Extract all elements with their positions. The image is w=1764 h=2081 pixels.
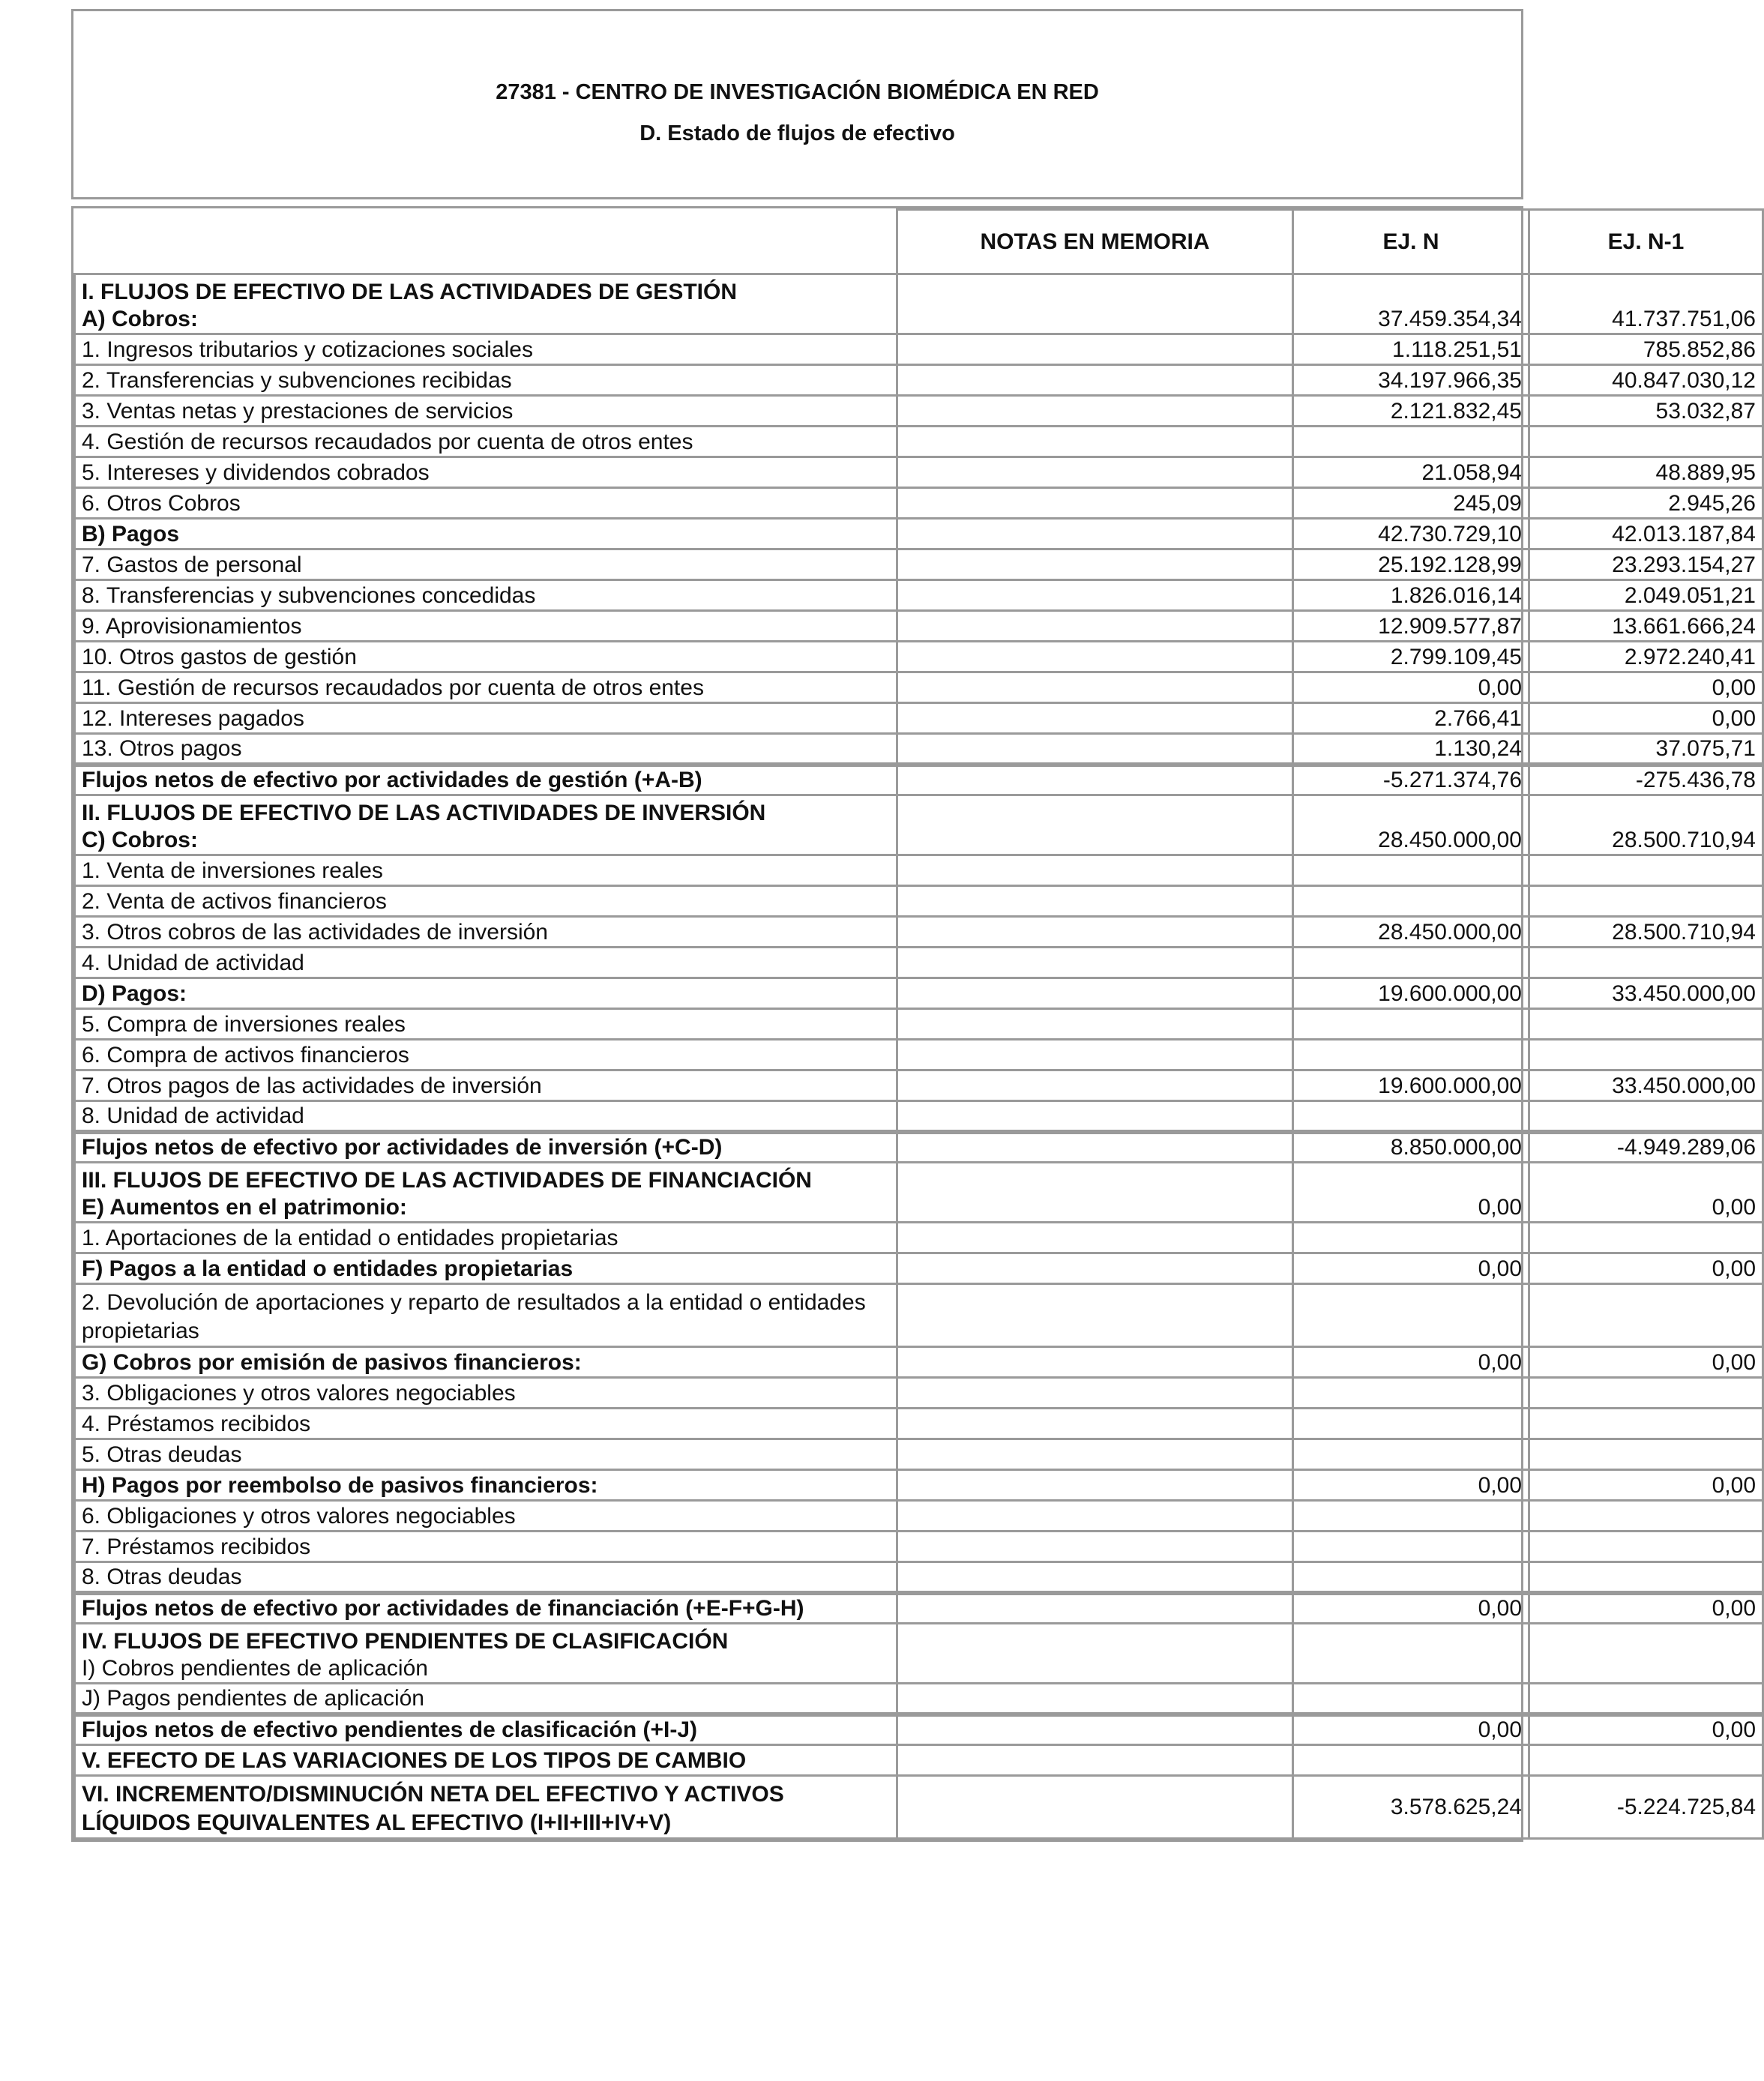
notes-cell	[897, 1284, 1293, 1347]
row-label: D) Pagos:	[75, 978, 897, 1009]
notes-cell	[897, 1501, 1293, 1532]
section-heading: III. FLUJOS DE EFECTIVO DE LAS ACTIVIDADES DE FINANCIACIÓN	[82, 1168, 812, 1193]
table-row	[75, 1378, 1763, 1409]
notes-cell	[897, 703, 1293, 734]
ej-n1-value: 0,00	[1529, 1347, 1763, 1378]
row-label: J) Pagos pendientes de aplicación	[75, 1684, 897, 1714]
section-heading: I. FLUJOS DE EFECTIVO DE LAS ACTIVIDADES DE GESTIÓN	[82, 280, 737, 304]
row-label: 8. Unidad de actividad	[75, 1101, 897, 1132]
row-label: 1. Venta de inversiones reales	[75, 855, 897, 886]
row-label: 2. Transferencias y subvenciones recibidas	[75, 365, 897, 396]
ej-n1-value: -5.224.725,84	[1529, 1776, 1763, 1839]
notes-cell	[897, 1378, 1293, 1409]
table-row	[75, 1501, 1763, 1532]
row-label	[75, 1163, 897, 1223]
notes-cell	[897, 1624, 1293, 1684]
row-label: 5. Compra de inversiones reales	[75, 1009, 897, 1040]
row-label: 9. Aprovisionamientos	[75, 611, 897, 642]
row-label: 7. Préstamos recibidos	[75, 1532, 897, 1562]
ej-n-value	[1293, 1624, 1529, 1684]
table-row	[75, 1745, 1763, 1776]
header-label-cell	[75, 210, 897, 274]
table-row	[75, 274, 1763, 334]
row-label: 2. Devolución de aportaciones y reparto de resultados a la entidad o entidades propietarias	[75, 1284, 897, 1347]
ej-n-value: 3.578.625,24	[1293, 1776, 1529, 1839]
ej-n-value: 12.909.577,87	[1293, 611, 1529, 642]
ej-n1-value	[1529, 1378, 1763, 1409]
row-label: 4. Unidad de actividad	[75, 948, 897, 978]
notes-cell	[897, 917, 1293, 948]
ej-n1-value	[1529, 855, 1763, 886]
table-row	[75, 334, 1763, 365]
table-row	[75, 642, 1763, 672]
ej-n1-value: 0,00	[1529, 1593, 1763, 1624]
table-row	[75, 672, 1763, 703]
ej-n1-value: 0,00	[1529, 703, 1763, 734]
ej-n-value: 0,00	[1293, 1347, 1529, 1378]
table-row	[75, 734, 1763, 765]
notes-cell	[897, 1714, 1293, 1745]
ej-n1-value	[1529, 1532, 1763, 1562]
notes-cell	[897, 855, 1293, 886]
notes-cell	[897, 978, 1293, 1009]
row-label: 4. Préstamos recibidos	[75, 1409, 897, 1439]
notes-cell	[897, 1439, 1293, 1470]
cash-flow-table	[73, 208, 1764, 1840]
row-label: 12. Intereses pagados	[75, 703, 897, 734]
notes-cell	[897, 1132, 1293, 1163]
row-label: 7. Gastos de personal	[75, 549, 897, 580]
notes-cell	[897, 1040, 1293, 1070]
ej-n-value: 8.850.000,00	[1293, 1132, 1529, 1163]
row-label: VI. INCREMENTO/DISMINUCIÓN NETA DEL EFECTIVO Y ACTIVOS LÍQUIDOS EQUIVALENTES AL EFECTIVO (I+II+III+IV+V)	[75, 1776, 897, 1839]
notes-cell	[897, 365, 1293, 396]
ej-n1-value: 785.852,86	[1529, 334, 1763, 365]
ej-n-value: 0,00	[1293, 1253, 1529, 1284]
table-row	[75, 1040, 1763, 1070]
table-row	[75, 765, 1763, 795]
table-row	[75, 580, 1763, 611]
ej-n1-value: -275.436,78	[1529, 765, 1763, 795]
notes-cell	[897, 396, 1293, 427]
ej-n1-value	[1529, 1009, 1763, 1040]
table-row	[75, 488, 1763, 519]
notes-cell	[897, 1347, 1293, 1378]
ej-n-value	[1293, 1684, 1529, 1714]
ej-n-value: 0,00	[1293, 1470, 1529, 1501]
notes-cell	[897, 1470, 1293, 1501]
row-label: Flujos netos de efectivo por actividades de financiación (+E-F+G-H)	[75, 1593, 897, 1624]
row-label: B) Pagos	[75, 519, 897, 549]
ej-n-value: 21.058,94	[1293, 457, 1529, 488]
ej-n1-value: 41.737.751,06	[1529, 274, 1763, 334]
table-body	[75, 274, 1763, 1839]
table-row	[75, 427, 1763, 457]
notes-cell	[897, 549, 1293, 580]
ej-n-value: 37.459.354,34	[1293, 274, 1529, 334]
row-label: Flujos netos de efectivo pendientes de clasificación (+I-J)	[75, 1714, 897, 1745]
ej-n-value	[1293, 1040, 1529, 1070]
notes-cell	[897, 948, 1293, 978]
ej-n-value: 0,00	[1293, 672, 1529, 703]
notes-cell	[897, 765, 1293, 795]
ej-n1-value	[1529, 1223, 1763, 1253]
ej-n1-value: 53.032,87	[1529, 396, 1763, 427]
row-label: Flujos netos de efectivo por actividades de gestión (+A-B)	[75, 765, 897, 795]
ej-n1-value: 28.500.710,94	[1529, 917, 1763, 948]
notes-cell	[897, 1009, 1293, 1040]
ej-n1-value	[1529, 1562, 1763, 1593]
notes-cell	[897, 457, 1293, 488]
row-label: 7. Otros pagos de las actividades de inversión	[75, 1070, 897, 1101]
table-row	[75, 1163, 1763, 1223]
notes-cell	[897, 1532, 1293, 1562]
row-label: G) Cobros por emisión de pasivos financieros:	[75, 1347, 897, 1378]
row-label: 3. Otros cobros de las actividades de inversión	[75, 917, 897, 948]
ej-n-value: 2.121.832,45	[1293, 396, 1529, 427]
ej-n1-value	[1529, 1284, 1763, 1347]
notes-cell	[897, 1253, 1293, 1284]
table-row	[75, 1684, 1763, 1714]
notes-cell	[897, 1684, 1293, 1714]
ej-n-value	[1293, 1532, 1529, 1562]
ej-n-value	[1293, 1501, 1529, 1532]
table-row	[75, 1714, 1763, 1745]
ej-n1-value	[1529, 427, 1763, 457]
ej-n-value	[1293, 855, 1529, 886]
row-label: 6. Obligaciones y otros valores negociables	[75, 1501, 897, 1532]
ej-n-value: 1.826.016,14	[1293, 580, 1529, 611]
ej-n1-value: 33.450.000,00	[1529, 1070, 1763, 1101]
ej-n1-value	[1529, 1684, 1763, 1714]
subsection-label: E) Aumentos en el patrimonio:	[82, 1195, 407, 1220]
notes-column-header: NOTAS EN MEMORIA	[897, 210, 1293, 274]
notes-cell	[897, 427, 1293, 457]
ej-n1-value: 33.450.000,00	[1529, 978, 1763, 1009]
ej-n-value	[1293, 1284, 1529, 1347]
table-row	[75, 948, 1763, 978]
table-row	[75, 1470, 1763, 1501]
table-row	[75, 1132, 1763, 1163]
notes-cell	[897, 488, 1293, 519]
notes-cell	[897, 886, 1293, 917]
table-row	[75, 703, 1763, 734]
ej-n1-value: 2.945,26	[1529, 488, 1763, 519]
ej-n1-value: 0,00	[1529, 1253, 1763, 1284]
row-label: 3. Ventas netas y prestaciones de servicios	[75, 396, 897, 427]
ej-n1-value	[1529, 1409, 1763, 1439]
ej-n1-value	[1529, 1501, 1763, 1532]
notes-cell	[897, 1745, 1293, 1776]
notes-cell	[897, 1101, 1293, 1132]
ej-n-value: 25.192.128,99	[1293, 549, 1529, 580]
ej-n-value: 245,09	[1293, 488, 1529, 519]
table-row	[75, 795, 1763, 855]
ej-n-value	[1293, 1009, 1529, 1040]
section-heading: IV. FLUJOS DE EFECTIVO PENDIENTES DE CLASIFICACIÓN	[82, 1629, 729, 1654]
row-label: 11. Gestión de recursos recaudados por cuenta de otros entes	[75, 672, 897, 703]
ej-n-value: 0,00	[1293, 1163, 1529, 1223]
row-label: 13. Otros pagos	[75, 734, 897, 765]
ej-n-value: 2.766,41	[1293, 703, 1529, 734]
row-label: 1. Ingresos tributarios y cotizaciones sociales	[75, 334, 897, 365]
ej-n-value: 42.730.729,10	[1293, 519, 1529, 549]
ej-n1-value: 2.972.240,41	[1529, 642, 1763, 672]
table-row	[75, 611, 1763, 642]
row-label: 8. Transferencias y subvenciones concedidas	[75, 580, 897, 611]
table-row	[75, 1624, 1763, 1684]
notes-cell	[897, 611, 1293, 642]
table-row	[75, 886, 1763, 917]
table-row	[75, 457, 1763, 488]
row-label	[75, 795, 897, 855]
table-row	[75, 365, 1763, 396]
notes-cell	[897, 580, 1293, 611]
table-row	[75, 1347, 1763, 1378]
notes-cell	[897, 1776, 1293, 1839]
ej-n1-value	[1529, 948, 1763, 978]
ej-n-value: 2.799.109,45	[1293, 642, 1529, 672]
ej-n-value	[1293, 1409, 1529, 1439]
ej-n-value: 0,00	[1293, 1714, 1529, 1745]
ej-n-value: 28.450.000,00	[1293, 917, 1529, 948]
row-label: 2. Venta de activos financieros	[75, 886, 897, 917]
table-row	[75, 978, 1763, 1009]
ej-n1-value: 28.500.710,94	[1529, 795, 1763, 855]
notes-cell	[897, 1562, 1293, 1593]
ej-n-value	[1293, 1562, 1529, 1593]
ej-n1-column-header: EJ. N-1	[1529, 210, 1763, 274]
notes-cell	[897, 334, 1293, 365]
table-row	[75, 1439, 1763, 1470]
row-label: 6. Compra de activos financieros	[75, 1040, 897, 1070]
subsection-label: C) Cobros:	[82, 828, 198, 852]
cash-flow-statement	[71, 206, 1756, 1842]
table-row	[75, 1284, 1763, 1347]
table-header-row	[75, 210, 1763, 274]
ej-n-value: 28.450.000,00	[1293, 795, 1529, 855]
row-label: Flujos netos de efectivo por actividades de inversión (+C-D)	[75, 1132, 897, 1163]
document-header	[71, 9, 1523, 199]
ej-n-value: 34.197.966,35	[1293, 365, 1529, 396]
section-heading: II. FLUJOS DE EFECTIVO DE LAS ACTIVIDADES DE INVERSIÓN	[82, 801, 766, 825]
notes-cell	[897, 1163, 1293, 1223]
notes-cell	[897, 1409, 1293, 1439]
row-label: 4. Gestión de recursos recaudados por cuenta de otros entes	[75, 427, 897, 457]
ej-n1-value: 0,00	[1529, 672, 1763, 703]
row-label: H) Pagos por reembolso de pasivos financieros:	[75, 1470, 897, 1501]
notes-cell	[897, 642, 1293, 672]
ej-n1-value: 23.293.154,27	[1529, 549, 1763, 580]
ej-n-value: -5.271.374,76	[1293, 765, 1529, 795]
notes-cell	[897, 1070, 1293, 1101]
row-label: 5. Otras deudas	[75, 1439, 897, 1470]
ej-n1-value	[1529, 1624, 1763, 1684]
ej-n-value	[1293, 1439, 1529, 1470]
ej-n-value: 0,00	[1293, 1593, 1529, 1624]
notes-cell	[897, 795, 1293, 855]
notes-cell	[897, 734, 1293, 765]
ej-n1-value	[1529, 1040, 1763, 1070]
notes-cell	[897, 1223, 1293, 1253]
ej-n-value	[1293, 1378, 1529, 1409]
ej-n1-value: 13.661.666,24	[1529, 611, 1763, 642]
ej-n1-value	[1529, 1101, 1763, 1132]
ej-n-value	[1293, 1745, 1529, 1776]
ej-n1-value: 48.889,95	[1529, 457, 1763, 488]
ej-n1-value: 40.847.030,12	[1529, 365, 1763, 396]
table-row	[75, 1409, 1763, 1439]
ej-n-column-header: EJ. N	[1293, 210, 1529, 274]
row-label: 3. Obligaciones y otros valores negociables	[75, 1378, 897, 1409]
ej-n-value	[1293, 948, 1529, 978]
table-row	[75, 1562, 1763, 1593]
table-row	[75, 917, 1763, 948]
organization-title: 27381 - CENTRO DE INVESTIGACIÓN BIOMÉDICA EN RED	[496, 80, 1099, 104]
ej-n1-value	[1529, 886, 1763, 917]
table-row	[75, 549, 1763, 580]
ej-n1-value: 37.075,71	[1529, 734, 1763, 765]
table-row	[75, 1593, 1763, 1624]
ej-n-value: 19.600.000,00	[1293, 978, 1529, 1009]
ej-n1-value	[1529, 1439, 1763, 1470]
row-label: 5. Intereses y dividendos cobrados	[75, 457, 897, 488]
document-title: D. Estado de flujos de efectivo	[639, 121, 955, 145]
ej-n-value: 1.118.251,51	[1293, 334, 1529, 365]
row-label: F) Pagos a la entidad o entidades propietarias	[75, 1253, 897, 1284]
ej-n1-value	[1529, 1745, 1763, 1776]
row-label: 10. Otros gastos de gestión	[75, 642, 897, 672]
ej-n-value: 19.600.000,00	[1293, 1070, 1529, 1101]
table-row	[75, 396, 1763, 427]
ej-n1-value: 42.013.187,84	[1529, 519, 1763, 549]
table-row	[75, 1532, 1763, 1562]
row-label: 8. Otras deudas	[75, 1562, 897, 1593]
ej-n1-value: 0,00	[1529, 1714, 1763, 1745]
subsection-label: I) Cobros pendientes de aplicación	[82, 1656, 428, 1681]
ej-n1-value: 2.049.051,21	[1529, 580, 1763, 611]
table-row	[75, 1776, 1763, 1839]
table-row	[75, 1223, 1763, 1253]
table-row	[75, 1101, 1763, 1132]
subsection-label: A) Cobros:	[82, 307, 198, 331]
notes-cell	[897, 519, 1293, 549]
row-label: 1. Aportaciones de la entidad o entidades propietarias	[75, 1223, 897, 1253]
ej-n-value	[1293, 886, 1529, 917]
notes-cell	[897, 1593, 1293, 1624]
ej-n1-value: 0,00	[1529, 1163, 1763, 1223]
row-label: 6. Otros Cobros	[75, 488, 897, 519]
ej-n-value	[1293, 1223, 1529, 1253]
row-label	[75, 274, 897, 334]
row-label: V. EFECTO DE LAS VARIACIONES DE LOS TIPOS DE CAMBIO	[75, 1745, 897, 1776]
table-row	[75, 1253, 1763, 1284]
notes-cell	[897, 672, 1293, 703]
ej-n-value	[1293, 1101, 1529, 1132]
table-row	[75, 1009, 1763, 1040]
notes-cell	[897, 274, 1293, 334]
table-row	[75, 855, 1763, 886]
row-label	[75, 1624, 897, 1684]
ej-n-value	[1293, 427, 1529, 457]
table-row	[75, 519, 1763, 549]
table-row	[75, 1070, 1763, 1101]
ej-n1-value: 0,00	[1529, 1470, 1763, 1501]
ej-n1-value: -4.949.289,06	[1529, 1132, 1763, 1163]
ej-n-value: 1.130,24	[1293, 734, 1529, 765]
